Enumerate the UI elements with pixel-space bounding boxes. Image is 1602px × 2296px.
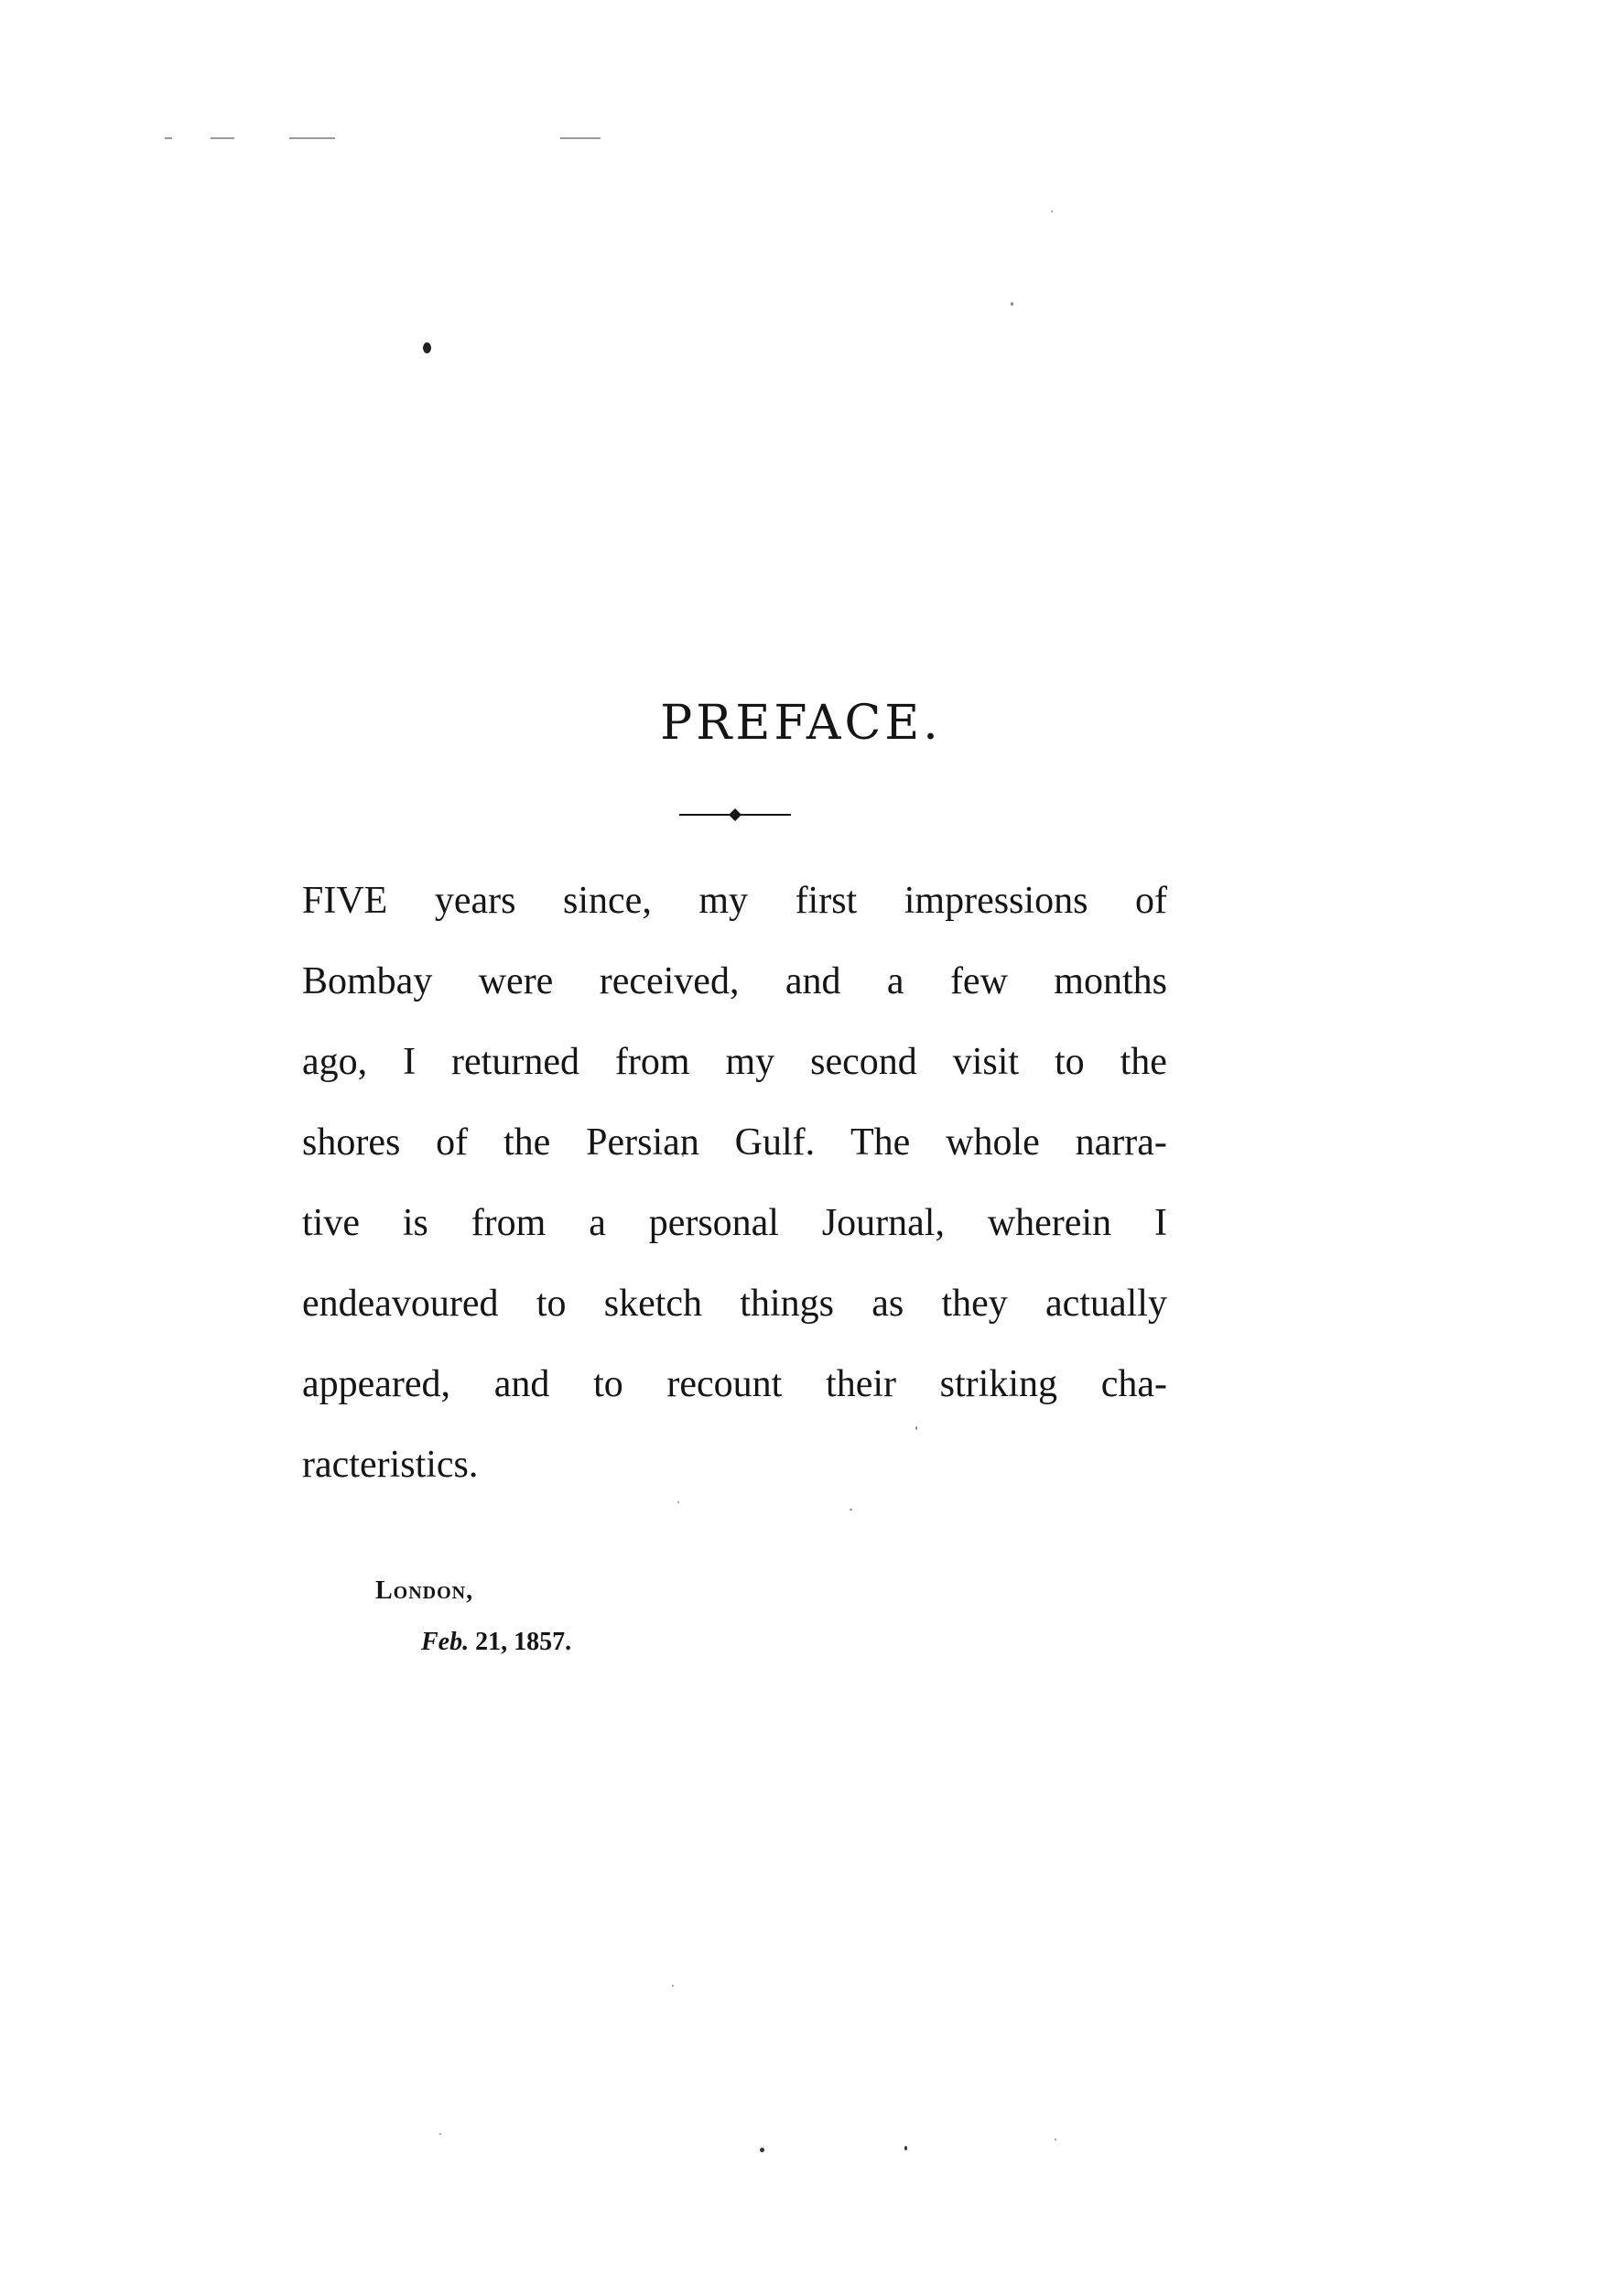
word: received,	[599, 960, 740, 1002]
word: Journal,	[821, 1202, 945, 1244]
text-line	[302, 1263, 1167, 1344]
signature-date	[421, 1628, 571, 1657]
word: is	[402, 1202, 428, 1244]
word: things	[740, 1283, 834, 1325]
word: were	[478, 960, 554, 1002]
date-month: Feb.	[421, 1628, 470, 1656]
scan-speck	[904, 2146, 907, 2150]
text-line	[302, 1022, 1167, 1102]
text-line	[302, 1344, 1167, 1424]
word: to	[593, 1363, 623, 1405]
text-line	[302, 941, 1167, 1022]
word: of	[1134, 880, 1167, 922]
text-line	[302, 861, 1167, 941]
word: personal	[648, 1202, 779, 1244]
scan-mark	[211, 137, 234, 139]
text-line	[302, 1183, 1167, 1263]
word: cha-	[1100, 1363, 1167, 1405]
word: sketch	[603, 1283, 703, 1325]
word: returned	[451, 1041, 579, 1083]
ornamental-rule	[679, 806, 791, 824]
word: their	[826, 1363, 896, 1405]
word: Persian	[586, 1121, 699, 1164]
word: the	[503, 1121, 551, 1164]
word: and	[785, 960, 841, 1002]
word: to	[1054, 1041, 1085, 1083]
preface-text	[302, 861, 1167, 1505]
word: from	[614, 1041, 690, 1083]
word: Gulf.	[734, 1121, 816, 1164]
scan-speck	[850, 1509, 852, 1511]
word: the	[1120, 1041, 1167, 1083]
word: years	[434, 880, 516, 922]
word: shores	[302, 1121, 401, 1164]
scan-mark	[165, 137, 172, 139]
word: recount	[666, 1363, 783, 1405]
word: whole	[946, 1121, 1040, 1164]
scan-speck	[1011, 302, 1013, 306]
word: actually	[1045, 1283, 1167, 1325]
word: my	[725, 1041, 775, 1083]
word: of	[436, 1121, 469, 1164]
word: a	[886, 960, 904, 1002]
text-line	[302, 1424, 1167, 1505]
scan-speck	[672, 1985, 674, 1987]
scan-speck	[439, 2133, 441, 2135]
word: narra-	[1075, 1121, 1167, 1164]
word: from	[471, 1202, 547, 1244]
scan-speck	[423, 342, 431, 353]
word: few	[949, 960, 1008, 1002]
word: impressions	[904, 880, 1088, 922]
scan-speck	[760, 2148, 764, 2152]
word: a	[589, 1202, 606, 1244]
date-day-year: 21, 1857.	[475, 1628, 572, 1656]
word: they	[941, 1283, 1008, 1325]
text-line	[302, 1102, 1167, 1183]
word: second	[810, 1041, 917, 1083]
word: since,	[563, 880, 652, 922]
scan-mark	[289, 137, 335, 139]
word: The	[850, 1121, 911, 1164]
word: to	[536, 1283, 567, 1325]
word: I	[403, 1041, 417, 1083]
word: as	[871, 1283, 904, 1325]
word: appeared,	[302, 1363, 451, 1405]
word: first	[795, 880, 858, 922]
word: months	[1054, 960, 1167, 1002]
word: and	[493, 1363, 550, 1405]
word: Bombay	[302, 960, 433, 1002]
page-title: PREFACE.	[660, 696, 942, 751]
scan-mark	[560, 137, 601, 139]
word: endeavoured	[302, 1283, 499, 1325]
word: wherein	[987, 1202, 1112, 1244]
word: striking	[939, 1363, 1058, 1405]
scan-speck	[1055, 2139, 1056, 2140]
word: visit	[952, 1041, 1020, 1083]
scan-speck	[1051, 211, 1053, 212]
word: racteristics.	[302, 1444, 479, 1486]
word: ago,	[302, 1041, 368, 1083]
word: my	[698, 880, 749, 922]
word: tive	[302, 1202, 360, 1244]
signature-place: London,	[375, 1576, 474, 1605]
word: I	[1153, 1202, 1167, 1244]
word: FIVE	[302, 880, 388, 922]
